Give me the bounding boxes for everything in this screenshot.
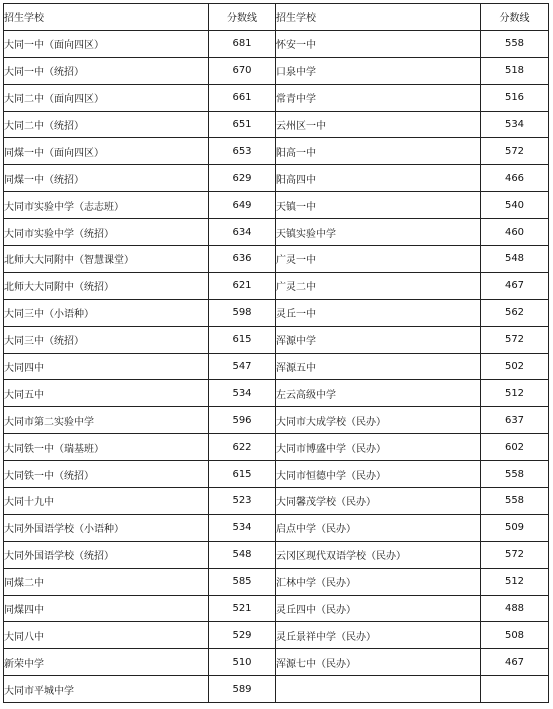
school-name-cell-right: 怀安一中	[276, 30, 481, 57]
school-name-cell-left: 大同三中（统招）	[4, 326, 209, 353]
school-name-cell-right: 灵丘一中	[276, 299, 481, 326]
header-school-right: 招生学校	[276, 4, 481, 31]
school-name-cell-right: 大同市博盛中学（民办）	[276, 434, 481, 461]
school-name-cell-left: 大同铁一中（瑞基班）	[4, 434, 209, 461]
school-name-cell-left: 大同四中	[4, 353, 209, 380]
table-row	[4, 272, 549, 299]
score-cell-right: 602	[481, 434, 549, 461]
table-row	[4, 219, 549, 246]
school-name-cell-left: 同煤一中（统招）	[4, 165, 209, 192]
table-row	[4, 353, 549, 380]
school-name-cell-left: 大同八中	[4, 622, 209, 649]
score-cell-left: 510	[209, 649, 276, 676]
school-name-cell-left: 大同一中（统招）	[4, 57, 209, 84]
school-name-cell-left: 同煤四中	[4, 595, 209, 622]
score-cell-left: 622	[209, 434, 276, 461]
score-cell-left: 598	[209, 299, 276, 326]
table-row	[4, 30, 549, 57]
score-cell-left: 636	[209, 246, 276, 273]
school-name-cell-right: 口泉中学	[276, 57, 481, 84]
table-row	[4, 568, 549, 595]
score-cell-left: 621	[209, 272, 276, 299]
score-cell-left: 585	[209, 568, 276, 595]
school-name-cell-right: 灵丘四中（民办）	[276, 595, 481, 622]
school-name-cell-left: 大同二中（统招）	[4, 111, 209, 138]
header-school-left: 招生学校	[4, 4, 209, 31]
table-row	[4, 111, 549, 138]
school-name-cell-left: 大同外国语学校（小语种）	[4, 514, 209, 541]
table-row	[4, 246, 549, 273]
school-name-cell-right: 广灵一中	[276, 246, 481, 273]
score-cell-right: 518	[481, 57, 549, 84]
school-name-cell-right: 大同市恒德中学（民办）	[276, 461, 481, 488]
score-cell-left: 547	[209, 353, 276, 380]
score-cell-left: 534	[209, 514, 276, 541]
score-cell-left: 523	[209, 488, 276, 515]
table-row	[4, 541, 549, 568]
score-cell-left: 548	[209, 541, 276, 568]
school-name-cell-right: 左云高级中学	[276, 380, 481, 407]
score-cell-right: 502	[481, 353, 549, 380]
score-cell-left: 615	[209, 326, 276, 353]
school-name-cell-left: 同煤一中（面向四区）	[4, 138, 209, 165]
school-name-cell-left: 北师大大同附中（统招）	[4, 272, 209, 299]
score-cell-left: 521	[209, 595, 276, 622]
score-cell-left: 529	[209, 622, 276, 649]
school-name-cell-left: 大同市实验中学（统招）	[4, 219, 209, 246]
school-name-cell-right: 广灵二中	[276, 272, 481, 299]
school-name-cell-left: 北师大大同附中（智慧课堂）	[4, 246, 209, 273]
score-cell-right: 509	[481, 514, 549, 541]
school-name-cell-right: 常青中学	[276, 84, 481, 111]
school-name-cell-right: 浑源五中	[276, 353, 481, 380]
score-cell-right	[481, 676, 549, 703]
school-name-cell-right: 大同馨茂学校（民办）	[276, 488, 481, 515]
score-cell-left: 681	[209, 30, 276, 57]
table-row	[4, 461, 549, 488]
table-row	[4, 299, 549, 326]
table-body	[4, 30, 549, 702]
score-cell-left: 651	[209, 111, 276, 138]
school-name-cell-right: 云冈区现代双语学校（民办）	[276, 541, 481, 568]
score-cell-right: 548	[481, 246, 549, 273]
table-row	[4, 380, 549, 407]
score-cell-right: 558	[481, 30, 549, 57]
score-cell-right: 466	[481, 165, 549, 192]
score-cell-right: 572	[481, 541, 549, 568]
score-cell-left: 649	[209, 192, 276, 219]
score-cell-left: 596	[209, 407, 276, 434]
header-score-left: 分数线	[209, 4, 276, 31]
score-cell-left: 670	[209, 57, 276, 84]
school-name-cell-right: 云州区一中	[276, 111, 481, 138]
table-row	[4, 434, 549, 461]
score-cell-left: 634	[209, 219, 276, 246]
score-cell-right: 540	[481, 192, 549, 219]
score-cell-left: 629	[209, 165, 276, 192]
score-cell-left: 534	[209, 380, 276, 407]
table-row	[4, 676, 549, 703]
score-cell-right: 512	[481, 380, 549, 407]
table-row	[4, 192, 549, 219]
school-name-cell-right	[276, 676, 481, 703]
school-name-cell-left: 新荣中学	[4, 649, 209, 676]
school-name-cell-right: 浑源中学	[276, 326, 481, 353]
school-name-cell-left: 大同市实验中学（志志班）	[4, 192, 209, 219]
score-cell-left: 661	[209, 84, 276, 111]
school-name-cell-right: 浑源七中（民办）	[276, 649, 481, 676]
table-row	[4, 595, 549, 622]
score-cell-right: 467	[481, 272, 549, 299]
table-header-row	[4, 4, 549, 31]
school-name-cell-left: 大同铁一中（统招）	[4, 461, 209, 488]
school-name-cell-left: 大同市第二实验中学	[4, 407, 209, 434]
table-row	[4, 488, 549, 515]
school-name-cell-right: 灵丘景祥中学（民办）	[276, 622, 481, 649]
table-row	[4, 165, 549, 192]
header-score-right: 分数线	[481, 4, 549, 31]
score-cell-left: 653	[209, 138, 276, 165]
table-row	[4, 514, 549, 541]
school-name-cell-left: 大同市平城中学	[4, 676, 209, 703]
school-name-cell-right: 启点中学（民办）	[276, 514, 481, 541]
admission-score-table	[3, 3, 549, 703]
score-cell-right: 534	[481, 111, 549, 138]
table-row	[4, 138, 549, 165]
score-cell-right: 508	[481, 622, 549, 649]
score-cell-left: 589	[209, 676, 276, 703]
score-cell-right: 562	[481, 299, 549, 326]
school-name-cell-right: 汇林中学（民办）	[276, 568, 481, 595]
table-row	[4, 326, 549, 353]
school-name-cell-right: 大同市大成学校（民办）	[276, 407, 481, 434]
score-cell-right: 558	[481, 488, 549, 515]
score-cell-right: 572	[481, 138, 549, 165]
school-name-cell-right: 天镇一中	[276, 192, 481, 219]
score-cell-right: 558	[481, 461, 549, 488]
score-cell-left: 615	[209, 461, 276, 488]
score-cell-right: 516	[481, 84, 549, 111]
score-cell-right: 637	[481, 407, 549, 434]
table-row	[4, 84, 549, 111]
table-row	[4, 407, 549, 434]
table-row	[4, 57, 549, 84]
school-name-cell-right: 天镇实验中学	[276, 219, 481, 246]
score-cell-right: 488	[481, 595, 549, 622]
school-name-cell-left: 大同三中（小语种）	[4, 299, 209, 326]
school-name-cell-left: 大同五中	[4, 380, 209, 407]
school-name-cell-left: 大同二中（面向四区）	[4, 84, 209, 111]
school-name-cell-left: 大同一中（面向四区）	[4, 30, 209, 57]
table-row	[4, 622, 549, 649]
score-cell-right: 467	[481, 649, 549, 676]
score-cell-right: 460	[481, 219, 549, 246]
table-row	[4, 649, 549, 676]
school-name-cell-left: 同煤二中	[4, 568, 209, 595]
school-name-cell-right: 阳高四中	[276, 165, 481, 192]
score-cell-right: 512	[481, 568, 549, 595]
school-name-cell-left: 大同外国语学校（统招）	[4, 541, 209, 568]
score-cell-right: 572	[481, 326, 549, 353]
school-name-cell-left: 大同十九中	[4, 488, 209, 515]
school-name-cell-right: 阳高一中	[276, 138, 481, 165]
